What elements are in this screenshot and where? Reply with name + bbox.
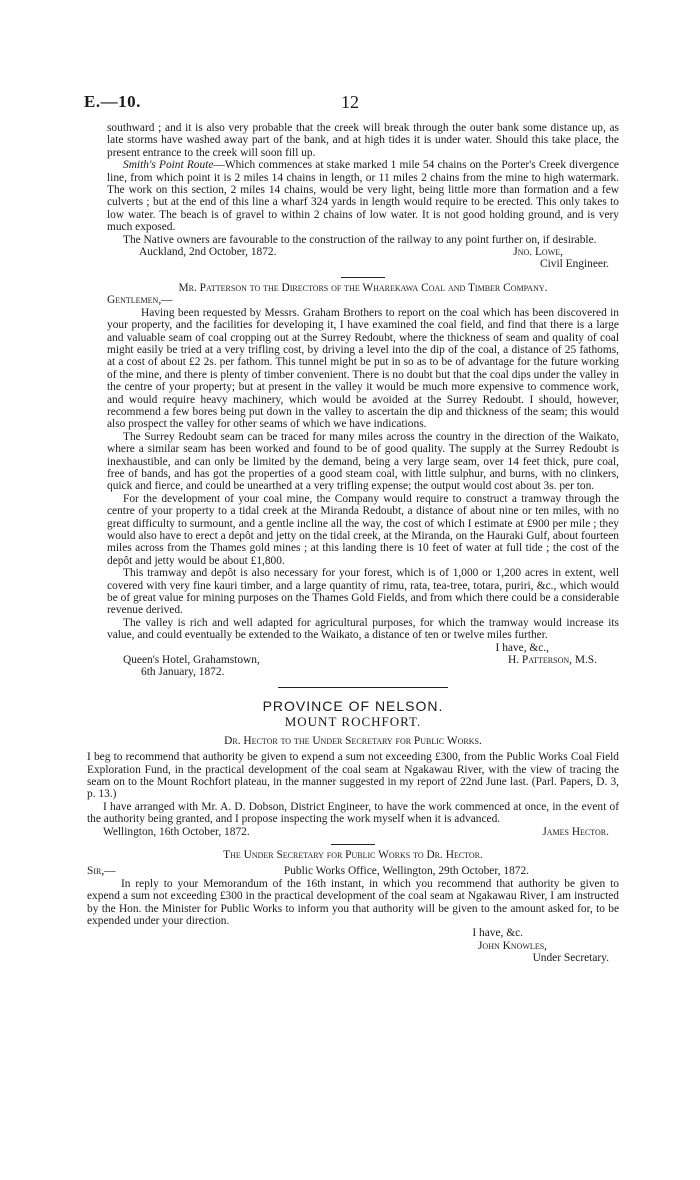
- closing: I have, &c.,: [495, 641, 549, 654]
- page-number: 12: [341, 92, 359, 112]
- signer-title: Under Secretary.: [532, 952, 609, 965]
- place-date: Auckland, 2nd October, 1872.: [139, 246, 277, 259]
- paragraph: [107, 159, 619, 233]
- date: 6th January, 1872.: [141, 666, 225, 679]
- place-date: Wellington, 16th October, 1872.: [103, 825, 250, 838]
- letter-heading: Dr. Hector to the Under Secretary for Public Works.: [224, 734, 482, 747]
- signer-name: John Knowles,: [477, 939, 547, 952]
- signer-name: James Hector.: [542, 825, 609, 838]
- paragraph: southward ; and it is also very probable that the creek will break through the outer bank some distance up, as late storms have washed away part of the bank, and at high tides it is under water. Should this take place, the present entrance to the creek will soon fill up.: [107, 122, 619, 159]
- paragraph: In reply to your Memorandum of the 16th instant, in which you recommend that authority be given to expend a sum not exceeding £300 in the practical development of the coal seam at Ngakawau River, I am instructed by the Hon. the Minister for Public Works to inform you that authority will be given to the amount asked for, to be expended under your direction.: [87, 877, 619, 927]
- route-title: Smith's Point Route: [123, 159, 214, 172]
- paragraph: For the development of your coal mine, the Company would require to construct a tramway through the centre of your property to a tidal creek at the Miranda Redoubt, a distance of about nine or ten miles, with no great difficulty to surmount, and a gentle incline all the way, the cost of which I estimate at £900 per mile ; they would also have to erect a depôt and jetty on the tidal creek, at the Miranda, on the Hauraki Gulf, about fourteen miles across from the Thames gold mines ; at this landing there is 10 feet of water at full tide ; the cost of the depôt and jetty would be about £1,800.: [107, 492, 619, 567]
- signer-name: Jno. Lowe,: [513, 246, 563, 259]
- section-divider: [341, 277, 385, 278]
- route-text: —Which commences at stake marked 1 mile 54 chains on the Porter's Creek divergence line, from which point it is 2 miles 14 chains in length, or 11 miles 2 chains from the mine to high watermark. The work on this section, 2 miles 14 chains, would be very light, being little more than formation and a few culverts ; but at the end of this line a wharf 324 yards in length would require to be erected. This only takes to low water. The beach is of gravel to within 2 chains of low water. It is not good holding ground, and is very much exposed.: [107, 159, 619, 234]
- paragraph: The valley is rich and well adapted for agricultural purposes, for which the tramway would increase its value, and could eventually be extended to the Waikato, a distance of ten or twelve miles further.: [107, 616, 619, 642]
- signature-line: [107, 246, 619, 258]
- letter-heading: Mr. Patterson to the Directors of the Wharekawa Coal and Timber Company.: [178, 281, 548, 294]
- signer-title: Civil Engineer.: [540, 258, 609, 271]
- paragraph: The Native owners are favourable to the construction of the railway to any point further on, if desirable.: [123, 233, 597, 246]
- document-reference: E.—10.: [84, 92, 141, 111]
- paragraph: This tramway and depôt is also necessary for your forest, which is of 1,000 or 1,200 acres in extent, well covered with very fine kauri timber, and a large quantity of rimu, rata, tea-tree, totara, puriri, &c., which would be of great value for mining purposes on the Thames Gold Fields, and from which there could be a considerable revenue derived.: [107, 567, 619, 617]
- page-header: [84, 92, 616, 112]
- dateline: Public Works Office, Wellington, 29th October, 1872.: [283, 865, 529, 878]
- province-title: PROVINCE OF NELSON.: [262, 697, 444, 714]
- section-subtitle: MOUNT ROCHFORT.: [284, 714, 422, 730]
- signature-line: [107, 654, 619, 666]
- letter-heading: The Under Secretary for Public Works to Dr. Hector.: [223, 848, 483, 861]
- signer-name: H. Patterson, M.S.: [507, 654, 597, 667]
- page-body: [87, 122, 619, 965]
- closing: I have, &c.: [472, 927, 523, 940]
- section-divider: [331, 844, 375, 845]
- paragraph: I have arranged with Mr. A. D. Dobson, District Engineer, to have the work commenced at once, in the event of the authority being granted, and I propose inspecting the work myself when it is advanced.: [87, 800, 619, 826]
- place: Queen's Hotel, Grahamstown,: [123, 654, 260, 667]
- paragraph: I beg to recommend that authority be given to expend a sum not exceeding £300, from the Public Works Coal Field Exploration Fund, in the practical development of the coal seam at Ngakawau River, with the view of tracing the seam on to the Mount Rochfort plateau, in the manner suggested in my report of 22nd June last. (Parl. Papers, D. 3, p. 13.): [87, 751, 619, 801]
- section-divider: [278, 687, 448, 688]
- nelson-section: [87, 697, 619, 965]
- paragraph: The Surrey Redoubt seam can be traced for many miles across the country in the direction of the Waikato, where a similar seam has been worked and found to be of good quality. The supply at the Surrey Redoubt is inexhaustible, and can only be limited by the demand, being a very large seam, over 14 feet thick, pure coal, free of bands, and has got the properties of a good steam coal, with little sulphur, and burns, with no clinkers, quick and fierce, and could be unearthed at a very trifling expense; the output would cost about 3s. per ton.: [107, 430, 619, 493]
- paragraph: Having been requested by Messrs. Graham Brothers to report on the coal which has been discovered in your property, and the facilities for developing it, I have examined the coal field, and find that there is a large and valuable seam of coal cropping out at the Surrey Redoubt, where the thickness of seam and quality of coal might easily be tried at a very trifling cost, by driving a level into the dip of the coal, a distance of 25 fathoms, at a cost of about £2 2s. per fathom. This tunnel might be put in so as to be of advantage for the future working of the mine, and there is plenty of timber convenient. There is no doubt but that the coal dips under the valley in the centre of your property; but at present in the valley it would be much more expensive to commence work, and would require heavy machinery, which would be avoided at the Surrey Redoubt. I should, however, recommend a few bores being put down in the valley to ascertain the dip and thickness of the seam; this would also prospect the valley for other seams of which we have indications.: [107, 306, 619, 431]
- signature-line: [87, 826, 619, 838]
- salutation: Sir,—: [87, 865, 116, 878]
- salutation-line: [87, 865, 619, 877]
- salutation: Gentlemen,—: [107, 294, 173, 307]
